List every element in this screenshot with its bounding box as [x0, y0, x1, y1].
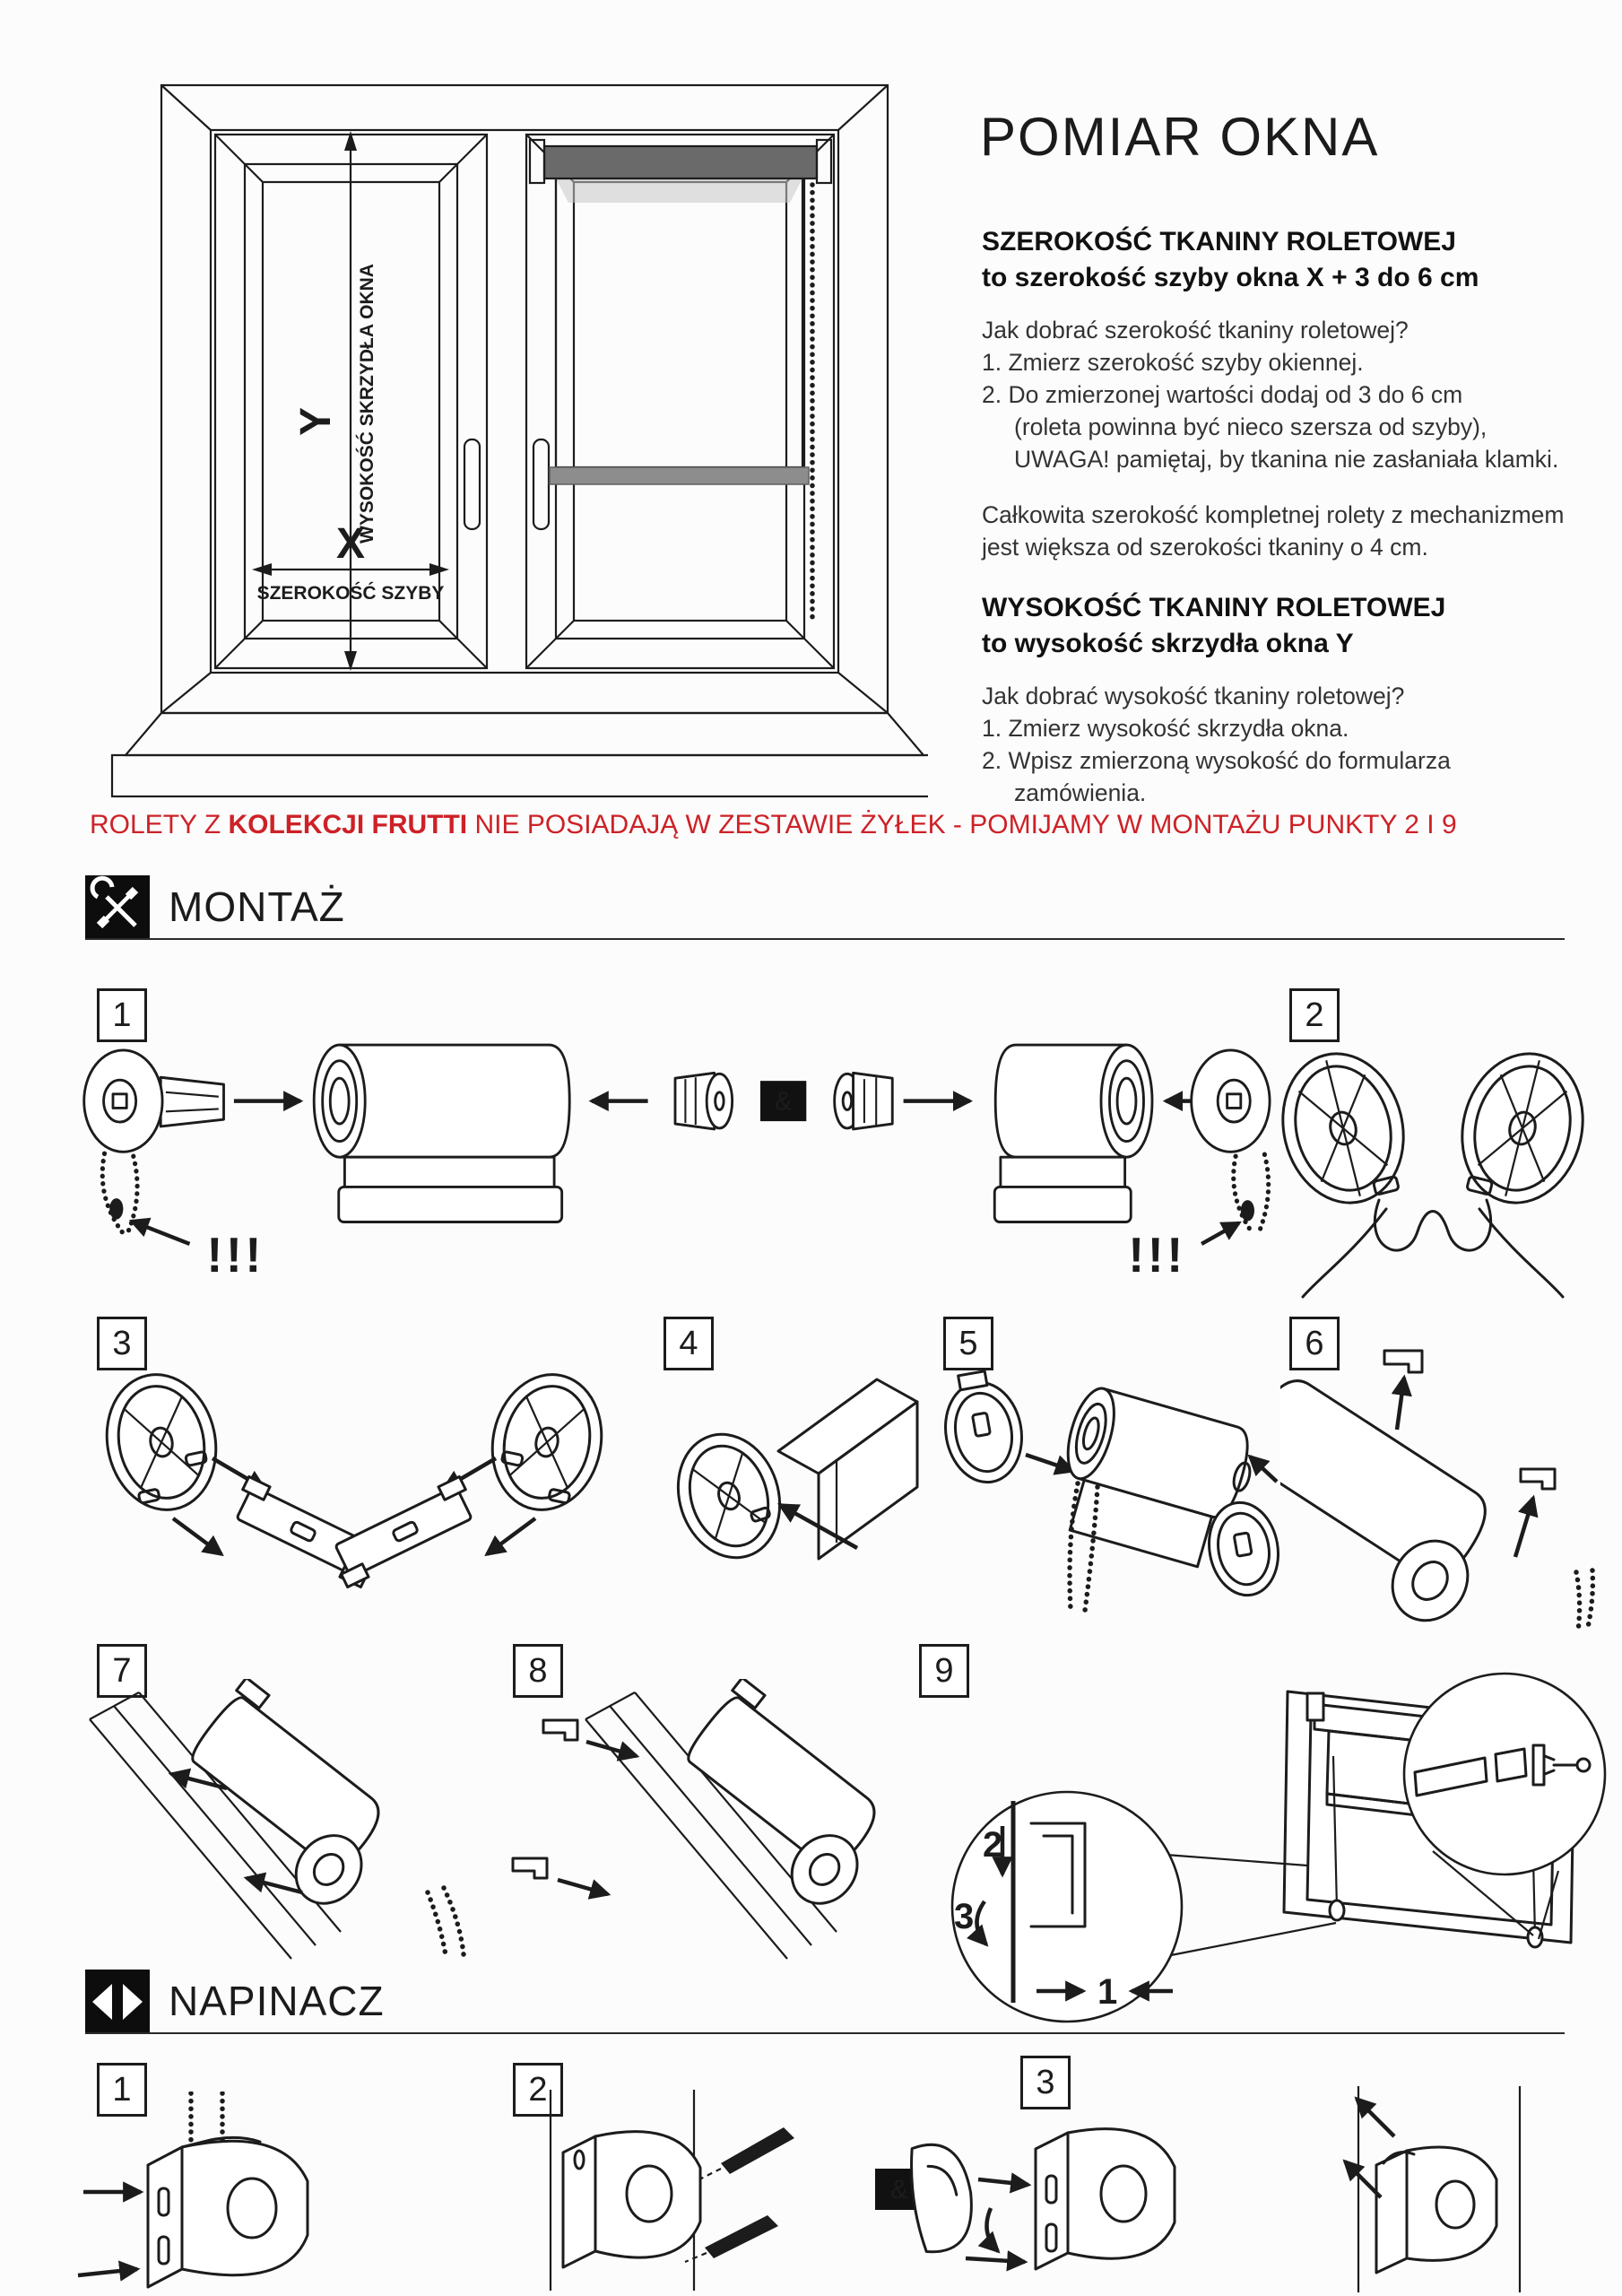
- fabric-roll-left: [340, 1045, 570, 1157]
- montaz-icon-box: [85, 875, 150, 940]
- right-sash-handle: [533, 439, 549, 529]
- width-note-line1: Całkowita szerokość kompletnej rolety z mechanizmem: [982, 501, 1565, 528]
- side-cover-left: [1268, 1041, 1419, 1216]
- ampersand-label: &: [775, 1087, 793, 1117]
- width-heading: [982, 224, 1479, 296]
- loose-clip-top: [543, 1720, 577, 1740]
- clip-bottom: [1521, 1469, 1555, 1489]
- tools-icon: [85, 875, 150, 940]
- y-axis-label: WYSOKOŚĆ SKRZYDŁA OKNA: [357, 264, 377, 544]
- width-item1: 1. Zmierz szerokość szyby okiennej.: [982, 349, 1364, 376]
- montaz-step-8: 8: [513, 1644, 563, 1698]
- x-axis-label: SZEROKOŚĆ SZYBY: [256, 583, 445, 604]
- detail-label-1: 1: [1097, 1972, 1118, 2012]
- blind-bottom-bar: [550, 467, 809, 484]
- warning-part2: NIE POSIADAJĄ W ZESTAWIE ŻYŁEK - POMIJAMY W MONTAŻU PUNKTY 2 I 9: [467, 810, 1457, 839]
- assembled-roller: [1280, 1370, 1514, 1635]
- bracket-cover-right: [481, 1364, 614, 1520]
- height-heading: [982, 590, 1445, 662]
- warning-bold: KOLEKCJI FRUTTI: [228, 810, 468, 839]
- width-item2b: (roleta powinna być nieco szersza od szyby),: [1014, 413, 1488, 440]
- frutti-warning: [90, 810, 1457, 840]
- tensioner-cover: [906, 2140, 978, 2254]
- blind-cassette: [544, 146, 817, 178]
- mount-plate-right: [325, 1476, 481, 1587]
- screw-1: [721, 2127, 794, 2174]
- left-right-arrows-icon: [85, 1970, 150, 2034]
- clip-top: [1384, 1351, 1422, 1372]
- montaz-divider: [85, 938, 1565, 940]
- blind-fabric: [556, 178, 802, 467]
- montaz-step-9: 9: [919, 1644, 969, 1698]
- montaz-step7-drawing: [76, 1679, 480, 1961]
- napinacz-divider: [85, 2032, 1565, 2034]
- montaz-step-5: 5: [943, 1317, 993, 1370]
- height-item1: 1. Zmierz wysokość skrzydła okna.: [982, 715, 1349, 742]
- montaz-step8-drawing: [500, 1679, 931, 1961]
- height-item2: 2. Wpisz zmierzoną wysokość do formularza: [982, 747, 1451, 774]
- montaz-step9-drawing: [931, 1639, 1614, 2027]
- montaz-step-3: 3: [97, 1317, 147, 1370]
- window-measure-diagram: [67, 45, 928, 803]
- corner-bracket: [663, 1421, 795, 1570]
- montaz-step-2: 2: [1289, 988, 1340, 1042]
- width-heading-line1: SZEROKOŚĆ TKANINY ROLETOWEJ: [982, 227, 1456, 257]
- loose-clip-bottom: [513, 1858, 547, 1878]
- napinacz-step2-drawing: [499, 2083, 951, 2296]
- roller-on-frame-2: [658, 1679, 910, 1917]
- warning-part1: ROLETY Z: [90, 810, 229, 839]
- width-question: Jak dobrać szerokość tkaniny roletowej?: [982, 317, 1409, 344]
- height-item2b: zamówienia.: [1014, 779, 1147, 806]
- width-item2: 2. Do zmierzonej wartości dodaj od 3 do 6 cm: [982, 381, 1463, 408]
- montaz-step-7: 7: [97, 1644, 147, 1698]
- clutch-left: [84, 1050, 162, 1152]
- bracket-small: [936, 1367, 1029, 1489]
- attention-mark-left: !!!: [206, 1228, 265, 1281]
- tensioner-mounted: [1407, 2147, 1496, 2260]
- montaz-step-1: 1: [97, 988, 147, 1042]
- tensioner-on-frame: [595, 2132, 700, 2257]
- width-instructions: [982, 314, 1558, 475]
- montaz-step-6: 6: [1289, 1317, 1340, 1370]
- montaz-step1-drawing: [79, 1009, 1271, 1281]
- bracket-cover-left: [95, 1364, 229, 1520]
- napinacz-step1-drawing: [76, 2092, 386, 2293]
- right-sash: [526, 135, 834, 668]
- chain-connector-left: [109, 1198, 123, 1219]
- napinacz-step-3: 3: [1020, 2056, 1071, 2109]
- ampersand-label-2: &: [889, 2175, 909, 2205]
- napinacz-icon-box: [85, 1970, 150, 2034]
- montaz-step6-drawing: [1280, 1344, 1614, 1644]
- montaz-step2-drawing: [1253, 1039, 1612, 1299]
- height-question: Jak dobrać wysokość tkaniny roletowej?: [982, 683, 1405, 709]
- attention-mark-right: !!!: [1128, 1228, 1186, 1281]
- tensioner-body-3: [1068, 2129, 1175, 2259]
- montaz-step4-drawing: [653, 1352, 931, 1622]
- blind-bracket-right: [817, 140, 831, 183]
- height-heading-line2: to wysokość skrzydła okna Y: [982, 629, 1354, 658]
- detail-label-2: 2: [983, 1825, 1003, 1865]
- height-instructions: [982, 680, 1451, 809]
- x-measurement: [252, 520, 449, 604]
- montaz-step3-drawing: [76, 1352, 632, 1622]
- screw-2: [705, 2215, 778, 2258]
- napinacz-step3-drawing: [889, 2083, 1617, 2296]
- x-symbol: X: [335, 520, 366, 568]
- napinacz-step-2: 2: [513, 2063, 563, 2117]
- width-note-line2: jest większa od szerokości tkaniny o 4 cm.: [982, 534, 1428, 561]
- montaz-title: MONTAŻ: [169, 883, 345, 930]
- cover-strings: [1375, 1200, 1490, 1250]
- chain-connector-right: [1241, 1200, 1254, 1221]
- width-note: [982, 499, 1564, 563]
- window-sill: [112, 713, 928, 796]
- napinacz-title: NAPINACZ: [169, 1978, 385, 2024]
- detail-label-3: 3: [954, 1897, 975, 1936]
- tensioner-body: [182, 2141, 308, 2274]
- width-item2c: UWAGA! pamiętaj, by tkanina nie zasłaniała klamki.: [1014, 446, 1559, 473]
- height-heading-line1: WYSOKOŚĆ TKANINY ROLETOWEJ: [982, 593, 1446, 622]
- width-heading-line2: to szerokość szyby okna X + 3 do 6 cm: [982, 263, 1479, 292]
- roller-on-frame: [162, 1679, 414, 1917]
- left-sash-handle: [464, 439, 480, 529]
- napinacz-step-1: 1: [97, 2063, 147, 2117]
- y-symbol: Y: [292, 406, 340, 437]
- montaz-step5-drawing: [934, 1347, 1279, 1639]
- side-cover-right: [1447, 1041, 1599, 1216]
- page-title: POMIAR OKNA: [980, 107, 1380, 167]
- montaz-step-4: 4: [664, 1317, 714, 1370]
